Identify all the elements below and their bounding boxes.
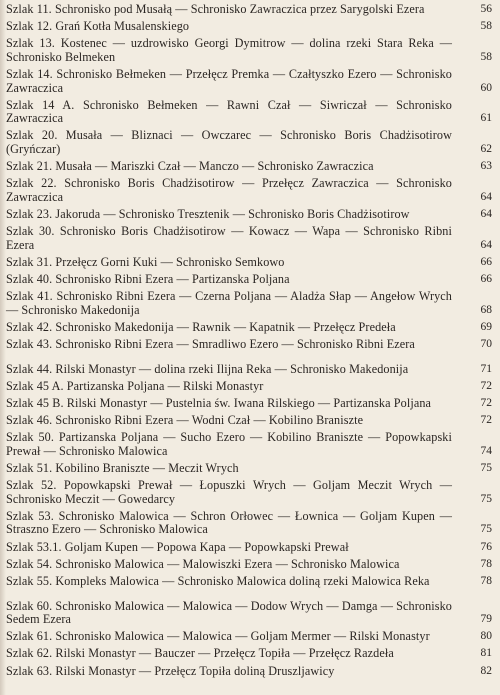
entry-title: Szlak 53. Schronisko Malowica — Schron Orłowec — Łownica — Goljam Kupen — Straszno Ezero — Schronisko Malowica xyxy=(6,508,452,537)
entry-page-number: 60 xyxy=(480,81,492,94)
entry-page-number: 56 xyxy=(480,3,492,15)
entry-title: Szlak 20. Musała — Bliznaci — Owczarec — Schronisko Boris Chadżisotirow (Gryńczar) xyxy=(6,128,452,156)
entry-title: Szlak 23. Jakoruda — Schronisko Tresztenik — Schronisko Boris Chadżisotirow xyxy=(6,207,410,221)
entry-page-number: 72 xyxy=(480,414,492,427)
toc-entry xyxy=(6,462,492,476)
entry-page-number: 70 xyxy=(480,338,492,351)
entry-page-number: 74 xyxy=(480,444,492,457)
entry-page-number: 75 xyxy=(480,523,492,536)
toc-entry xyxy=(6,575,492,589)
entry-page-number: 68 xyxy=(480,303,492,316)
entry-title: Szlak 61. Schronisko Malowica — Malowica — Goljam Mermer — Rilski Monastyr xyxy=(6,629,430,644)
toc-entry xyxy=(6,68,492,95)
table-of-contents xyxy=(6,3,492,678)
entry-page-number: 75 xyxy=(480,462,492,475)
entry-title: Szlak 54. Schronisko Malowica — Malowiszki Ezera — Schronisko Malowica xyxy=(6,556,400,571)
entry-page-number: 63 xyxy=(480,160,492,173)
toc-entry xyxy=(6,630,492,644)
entry-page-number: 79 xyxy=(480,613,492,625)
toc-entry xyxy=(6,431,492,458)
entry-page-number: 69 xyxy=(480,320,492,333)
entry-title: Szlak 42. Schronisko Makedonija — Rawnik — Kapatnik — Przełęcz Predeła xyxy=(6,319,396,334)
toc-entry xyxy=(6,160,492,174)
entry-page-number: 64 xyxy=(480,208,492,220)
entry-title: Szlak 55. Kompleks Malowica — Schronisko Malowica doliną rzeki Malowica Reka xyxy=(6,574,430,588)
toc-entry xyxy=(6,414,492,428)
toc-entry xyxy=(6,338,492,352)
toc-entry xyxy=(6,647,492,661)
toc-entry xyxy=(6,177,492,204)
toc-entry xyxy=(6,600,492,627)
entry-title: Szlak 60. Schronisko Malowica — Malowica — Dodow Wrych — Damga — Schronisko Sedem Ezera xyxy=(6,598,452,626)
entry-title: Szlak 51. Kobilino Braniszte — Meczit Wrych xyxy=(6,461,239,476)
entry-page-number: 82 xyxy=(480,664,492,677)
entry-page-number: 72 xyxy=(480,397,492,409)
entry-title: Szlak 44. Rilski Monastyr — dolina rzeki Ilijna Reka — Schronisko Makedonija xyxy=(6,361,409,376)
entry-title: Szlak 52. Popowkapski Prewał — Łopuszki Wrych — Goljam Meczit Wrych — Schronisko Meczit — Gowedarcy xyxy=(6,478,452,506)
toc-entry xyxy=(6,129,492,156)
entry-page-number: 72 xyxy=(480,379,492,392)
toc-entry xyxy=(6,321,492,335)
entry-title: Szlak 50. Partizanska Poljana — Sucho Ezero — Kobilino Braniszte — Popowkapski Prewał — Schronisko Malowica xyxy=(6,430,452,458)
entry-page-number: 62 xyxy=(480,142,492,155)
entry-title: Szlak 14 A. Schronisko Bełmeken — Rawni Czał — Siwriczał — Schronisko Zawraczica xyxy=(6,97,452,126)
entry-page-number: 58 xyxy=(480,50,492,63)
entry-title: Szlak 41. Schronisko Ribni Ezera — Czerna Poljana — Aladża Słap — Angełow Wrych — Schronisko Makedonija xyxy=(6,289,452,317)
entry-title: Szlak 53.1. Goljam Kupen — Popowa Kapa — Popowkapski Prewał xyxy=(6,539,349,554)
toc-entry xyxy=(6,3,492,17)
entry-title: Szlak 45 A. Partizanska Poljana — Rilski Monastyr xyxy=(6,378,264,393)
entry-title: Szlak 14. Schronisko Bełmeken — Przełęcz Premka — Czałtyszko Ezero — Schronisko Zawraczica xyxy=(6,67,452,95)
toc-entry xyxy=(6,397,492,411)
entry-page-number: 80 xyxy=(480,630,492,643)
toc-entry xyxy=(6,558,492,572)
entry-page-number: 78 xyxy=(480,575,492,587)
toc-entry xyxy=(6,256,492,270)
toc-entry xyxy=(6,225,492,252)
entry-title: Szlak 46. Schronisko Ribni Ezera — Wodni Czał — Kobilino Braniszte xyxy=(6,413,364,428)
entry-page-number: 76 xyxy=(480,540,492,553)
toc-entry xyxy=(6,380,492,394)
toc-entry xyxy=(6,208,492,222)
entry-title: Szlak 22. Schronisko Boris Chadżisotirow — Przełęcz Zawraczica — Schronisko Zawraczica xyxy=(6,176,452,204)
toc-entry xyxy=(6,363,492,377)
toc-entry xyxy=(6,99,492,126)
toc-entry xyxy=(6,665,492,679)
toc-entry xyxy=(6,479,492,506)
entry-page-number: 81 xyxy=(480,647,492,660)
entry-page-number: 58 xyxy=(480,20,492,33)
entry-page-number: 75 xyxy=(480,492,492,505)
entry-page-number: 66 xyxy=(480,273,492,286)
entry-title: Szlak 31. Przełęcz Gorni Kuki — Schronisko Semkowo xyxy=(6,254,285,269)
entry-page-number: 64 xyxy=(480,190,492,203)
entry-page-number: 66 xyxy=(480,255,492,268)
entry-page-number: 61 xyxy=(480,112,492,125)
page-edge-shadow xyxy=(0,0,6,695)
entry-page-number: 64 xyxy=(480,238,492,251)
toc-entry xyxy=(6,541,492,555)
toc-entry xyxy=(6,273,492,287)
toc-entry xyxy=(6,510,492,537)
entry-title: Szlak 40. Schronisko Ribni Ezera — Partizanska Poljana xyxy=(6,272,290,287)
entry-title: Szlak 12. Grań Kotła Musalenskiego xyxy=(6,19,190,34)
entry-title: Szlak 11. Schronisko pod Musałą — Schronisko Zawraczica przez Sarygolski Ezera xyxy=(6,2,425,16)
entry-title: Szlak 13. Kostenec — uzdrowisko Georgi Dymitrow — dolina rzeki Stara Reka — Schronisko Belmeken xyxy=(6,36,452,64)
toc-entry xyxy=(6,20,492,34)
entry-title: Szlak 21. Musała — Mariszki Czał — Manczo — Schronisko Zawraczica xyxy=(6,159,374,174)
entry-title: Szlak 62. Rilski Monastyr — Bauczer — Przełęcz Topiła — Przełęcz Razdeła xyxy=(6,646,394,661)
entry-title: Szlak 30. Schronisko Boris Chadżisotirow — Kowacz — Wapa — Schronisko Ribni Ezera xyxy=(6,224,452,252)
entry-title: Szlak 45 B. Rilski Monastyr — Pustelnia św. Iwana Rilskiego — Partizanska Poljana xyxy=(6,396,432,410)
entry-title: Szlak 63. Rilski Monastyr — Przełęcz Topiła doliną Druszljawicy xyxy=(6,663,335,678)
toc-entry xyxy=(6,290,492,317)
entry-page-number: 71 xyxy=(480,362,492,375)
toc-entry xyxy=(6,37,492,64)
entry-title: Szlak 43. Schronisko Ribni Ezera — Smradliwo Ezero — Schronisko Ribni Ezera xyxy=(6,337,415,352)
entry-page-number: 78 xyxy=(480,557,492,570)
